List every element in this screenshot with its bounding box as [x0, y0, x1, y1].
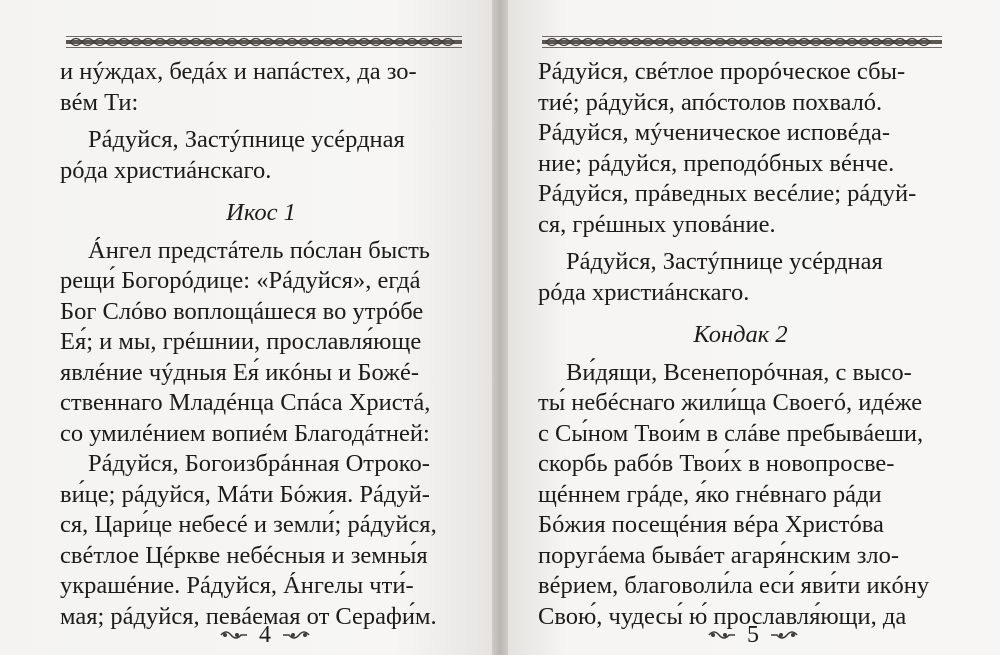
text-line: ственнаго Младéнца Спáса Христá, [60, 389, 431, 416]
left-page [0, 0, 492, 655]
text-line: украшéние. Рáдуйся, Áнгелы чти́- [60, 572, 414, 599]
text-line: Áнгел предстáтель пóслан бысть [88, 236, 430, 264]
text-line: со умилéнием вопиéм Благодáтней: [60, 419, 430, 447]
text-line: и нýждах, бедáх и напáстех, да зо- [60, 58, 417, 85]
text-line: щéннем грáде, я́ко гнéвнаго рáди [538, 480, 882, 508]
text-line: вéрием, благоволи́ла еси́ яви́ти икóну [538, 572, 930, 599]
text-line: Рáдуйся, прáведных весéлие; рáдуй- [538, 180, 917, 207]
flourish-right-icon [281, 629, 311, 641]
top-ornament-right [542, 34, 942, 50]
text-line: Свою́, чудесы́ ю́ прославля́ющи, да [538, 602, 907, 630]
refrain-line: рóда христиáнскаго. [60, 156, 272, 184]
section-heading-ikos-1: Икос 1 [226, 199, 296, 226]
right-page-text [538, 57, 943, 632]
text-line: с Сы́ном Твои́м в слáве пребывáеши, [538, 419, 924, 447]
flourish-left-icon [219, 629, 249, 641]
text-line: ние; рáдуйся, преподóбных вéнче. [538, 149, 895, 177]
text-line: Рáдуйся, Богоизбрáнная Отроко- [88, 450, 430, 477]
flourish-left-icon [707, 629, 737, 641]
right-page-footer [668, 622, 838, 648]
left-page-text [60, 57, 462, 632]
section-heading-kondak-2: Кондак 2 [693, 321, 788, 348]
text-line: ся, Цари́це небесé и земли́; рáдуйся, [60, 511, 437, 538]
text-line: вéм Ти: [60, 88, 139, 116]
text-line: ты́ небéснаго жили́ща Своегó, идéже [538, 389, 923, 416]
text-line: Ея́; и мы, грéшнии, прославля́юще [60, 328, 422, 355]
book-gutter [492, 0, 508, 655]
text-line: ви́це; рáдуйся, Мáти Бóжия. Рáдуй- [60, 480, 430, 508]
flourish-right-icon [769, 629, 799, 641]
page-number: 5 [747, 622, 759, 648]
text-line: поругáема бывáет агаря́нским зло- [538, 541, 900, 569]
left-page-footer [180, 622, 350, 648]
right-page [508, 0, 1000, 655]
refrain-line: Рáдуйся, Застýпнице усéрдная [88, 126, 405, 153]
refrain-line: рóда христиáнскаго. [538, 278, 750, 306]
text-line: свéтлое Цéркве небéсныя и земны́я [60, 541, 428, 569]
text-line: мая; рáдуйся, певáемая от Серафи́м. [60, 602, 437, 630]
refrain-line: Рáдуйся, Застýпнице усéрдная [566, 248, 883, 275]
text-line: явлéние чýдныя Ея́ икóны и Божé- [60, 358, 420, 386]
text-line: Ви́дящи, Всенепорóчная, с высо- [566, 358, 912, 386]
text-line: скорбь рабóв Твои́х в новопросве- [538, 450, 895, 477]
text-line: Бог Слóво воплощáшеся во утрóбе [60, 297, 424, 325]
top-ornament-left [66, 34, 462, 50]
text-line: рещи́ Богорóдице: «Рáдуйся», егдá [60, 267, 421, 294]
text-line: Бóжия посещéния вéра Христóва [538, 511, 884, 538]
text-line: Рáдуйся, свéтлое прорóческое сбы- [538, 58, 906, 85]
page-number: 4 [259, 622, 271, 648]
text-line: тиé; рáдуйся, апóстолов похвалó. [538, 88, 883, 116]
text-line: Рáдуйся, мýченическое исповéда- [538, 119, 891, 146]
text-line: ся, грéшных уповáние. [538, 210, 776, 238]
